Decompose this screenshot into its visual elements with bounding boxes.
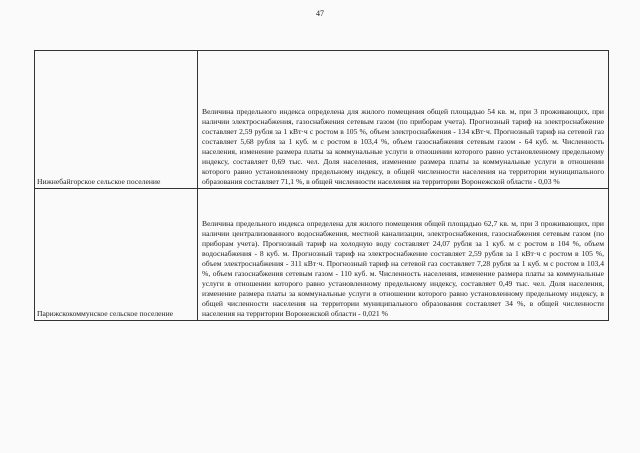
table-row [35,189,609,321]
page-number: 47 [316,9,324,18]
settlement-name-cell: Парижскокоммунское сельское поселение [35,189,198,321]
table-row [35,51,609,189]
settlements-table [34,50,609,321]
index-description-cell: Величина предельного индекса определена для жилого помещения общей площадью 54 кв. м, при 3 проживающих, при наличии электроснабжения, газоснабжения сетевым газом (по приборам учета). Прогнозный тариф на электроснабжение составляет 2,59 рубля за 1 кВт·ч с ростом в 105 %, объем электроснабжения - 134 кВт·ч. Прогнозный тариф на сетевой газ составляет 5,68 рубля за 1 куб. м с ростом в 103,4 %, объем газоснабжения сетевым газом - 64 куб. м. Численность населения, изменение размера платы за коммунальные услуги в отношении которого равно установленному предельному индексу, составляет 0,69 тыс. чел. Доля населения, изменение размера платы за коммунальные услуги в отношении которого равно установленному предельному индексу, в общей численности населения на территории муниципального образования составляет 71,1 %, в общей численности населения на территории Воронежской области - 0,03 % [198,51,609,189]
settlement-name-cell: Нижнебайгорское сельское поселение [35,51,198,189]
index-description-cell: Величина предельного индекса определена для жилого помещения общей площадью 62,7 кв. м, при 3 проживающих, при наличии централизованного водоснабжения, местной канализации, электроснабжения, газоснабжения сетевым газом (по приборам учета). Прогнозный тариф на холодную воду составляет 24,07 рубля за 1 куб. м с ростом в 104 %, объем водоснабжения - 8 куб. м. Прогнозный тариф на электроснабжение составляет 2,59 рубля за 1 кВт·ч с ростом в 105 %, объем электроснабжения - 311 кВт·ч. Прогнозный тариф на сетевой газ составляет 7,28 рубля за 1 куб. м с ростом в 103,4 %, объем газоснабжения сетевым газом - 110 куб. м. Численность населения, изменение размера платы за коммунальные услуги в отношении которого равно установленному предельному индексу, составляет 0,49 тыс. чел. Доля населения, изменение размера платы за коммунальные услуги в отношении которого равно установленному предельному индексу, в общей численности населения на территории муниципального образования составляет 34 %, в общей численности населения на территории Воронежской области - 0,021 % [198,189,609,321]
